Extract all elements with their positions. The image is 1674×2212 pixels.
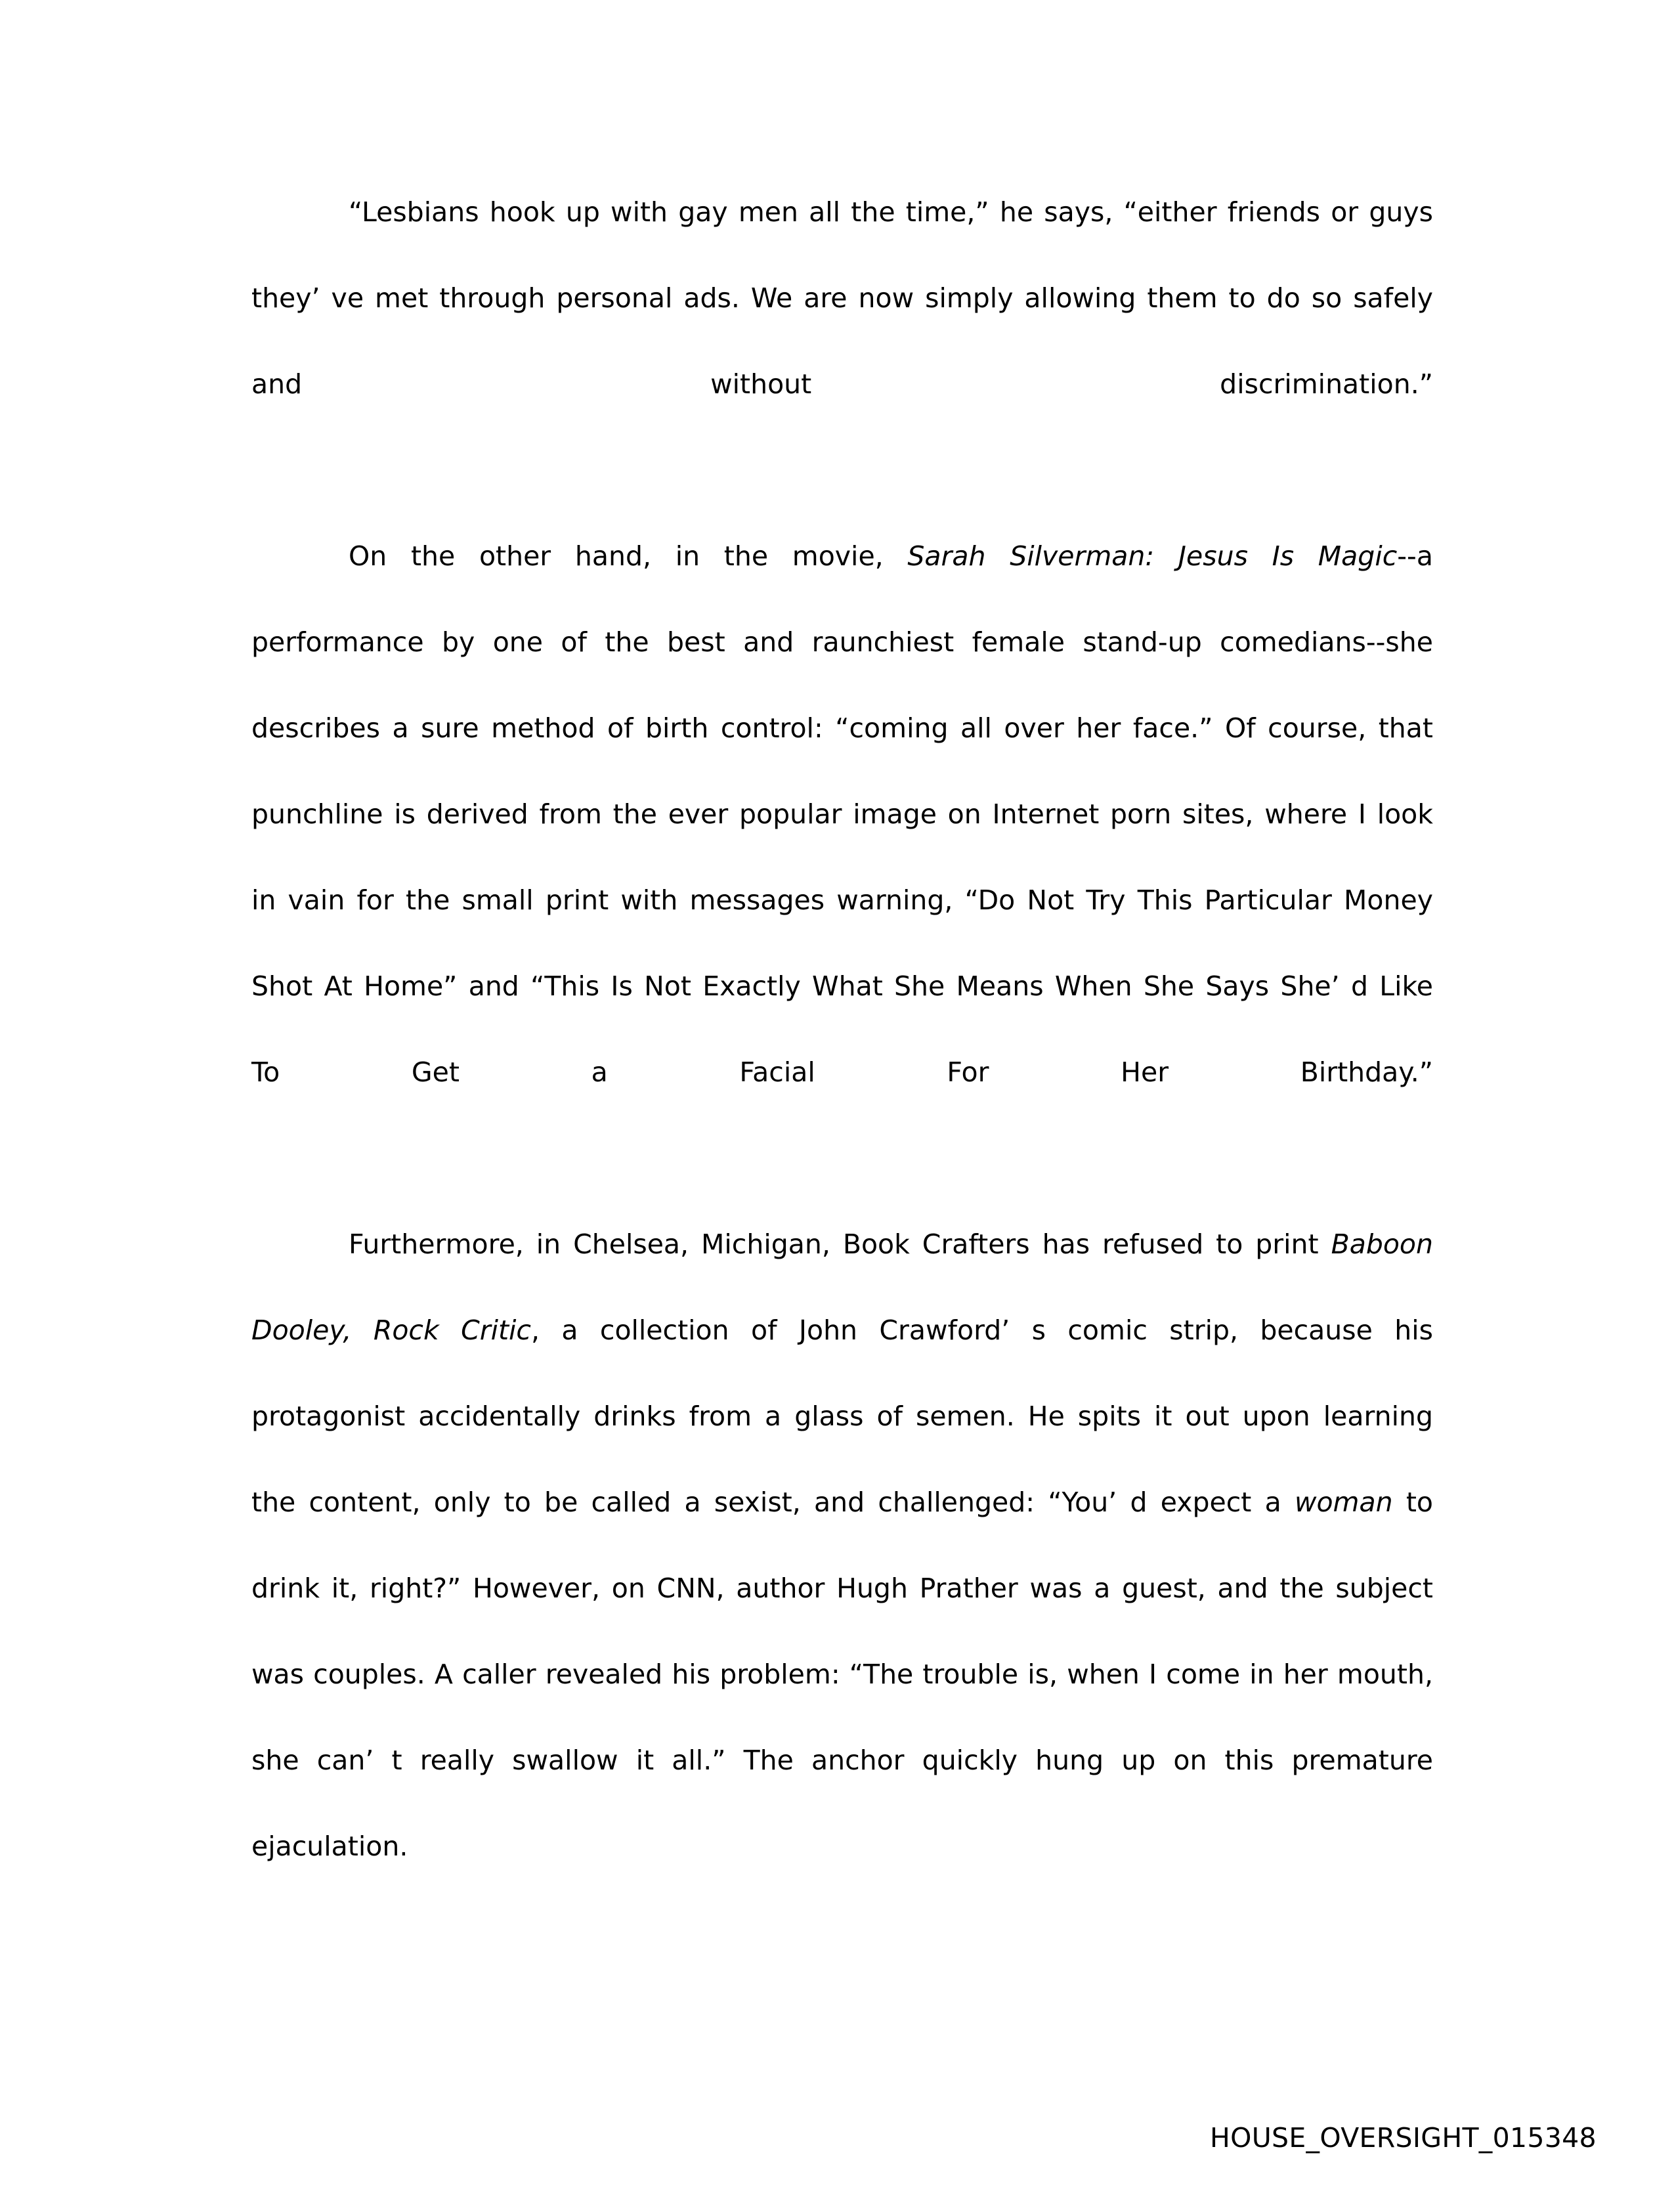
italic-run: Baboon Dooley, Rock Critic bbox=[251, 1228, 1433, 1346]
text-run: , a collection of John Crawford’ s comic strip, because his protagonist accidentally drinks from a glass of semen. He spits it out upon learning the content, only to be called a sexist, and challenged: “You’ d expect a bbox=[251, 1314, 1433, 1518]
document-body bbox=[251, 169, 1433, 1976]
text-run: On the other hand, in the movie, bbox=[349, 540, 908, 572]
text-run: --a performance by one of the best and raunchiest female stand-up comedians--she describes a sure method of birth control: “coming all over her face.” Of course, that punchline is derived from the ever popular image on Internet porn sites, where I look in vain for the small print with messages warning, “Do Not Try This Particular Money Shot At Home” and “This Is Not Exactly What She Means When She Says She’ d Like To Get a Facial For Her Birthday.” bbox=[251, 540, 1433, 1088]
italic-run: woman bbox=[1294, 1486, 1393, 1518]
text-run: to drink it, right?” However, on CNN, author Hugh Prather was a guest, and the subject was couples. A caller revealed his problem: “The trouble is, when I come in her mouth, she can’ t really swallow it all.” The anchor quickly hung up on this premature ejaculation. bbox=[251, 1486, 1433, 1862]
text-run: “Lesbians hook up with gay men all the time,” he says, “either friends or guys they’ ve met through personal ads. We are now simply allowing them to do so safely and without discrimination.” bbox=[251, 196, 1433, 400]
paragraph-2 bbox=[251, 513, 1433, 1202]
bates-stamp: HOUSE_OVERSIGHT_015348 bbox=[1210, 2122, 1597, 2154]
paragraph-1 bbox=[251, 169, 1433, 513]
text-run: Furthermore, in Chelsea, Michigan, Book Crafters has refused to print bbox=[349, 1228, 1331, 1260]
paragraph-3 bbox=[251, 1202, 1433, 1976]
italic-run: Sarah Silverman: Jesus Is Magic bbox=[907, 540, 1398, 572]
